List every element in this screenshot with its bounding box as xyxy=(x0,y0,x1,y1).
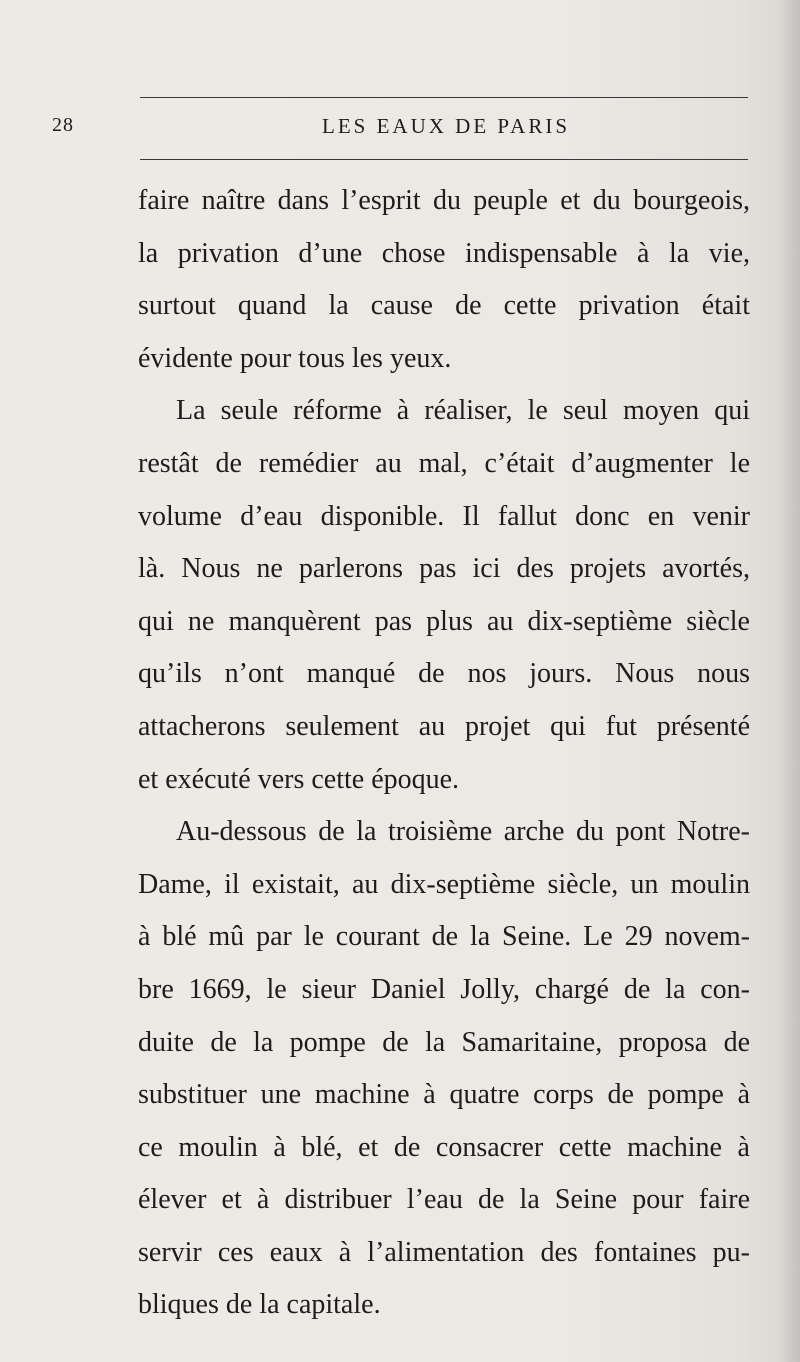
page-number: 28 xyxy=(52,114,74,136)
text-line: évidente pour tous les yeux. xyxy=(138,342,452,374)
text-line: surtout quand la cause de cette privation était xyxy=(138,290,750,322)
text-line: qu’ils n’ont manqué de nos jours. Nous nous xyxy=(138,658,750,690)
text-line: et exécuté vers cette époque. xyxy=(138,763,460,795)
text-line: la privation d’une chose indispensable à la vie, xyxy=(138,237,750,269)
text-line: là. Nous ne parlerons pas ici des projets avortés, xyxy=(138,553,750,585)
text-line: Au-dessous de la troisième arche du pont Notre- xyxy=(176,816,750,848)
text-line: duite de la pompe de la Samaritaine, proposa de xyxy=(138,1026,750,1058)
text-line: restât de remédier au mal, c’était d’augmenter le xyxy=(138,447,750,479)
page-edge-shadow xyxy=(778,0,800,1362)
text-line: substituer une machine à quatre corps de pompe à xyxy=(138,1079,750,1111)
text-line: bliques de la capitale. xyxy=(138,1289,381,1321)
text-line: à blé mû par le courant de la Seine. Le 29 novem- xyxy=(138,921,750,953)
running-title: LES EAUX DE PARIS xyxy=(322,114,570,138)
text-line: ce moulin à blé, et de consacrer cette machine à xyxy=(138,1131,750,1163)
body-text xyxy=(138,175,750,1332)
text-line: volume d’eau disponible. Il fallut donc en venir xyxy=(138,500,750,532)
text-line: La seule réforme à réaliser, le seul moyen qui xyxy=(176,395,750,427)
text-line: servir ces eaux à l’alimentation des fontaines pu- xyxy=(138,1236,750,1268)
text-line: attacherons seulement au projet qui fut présenté xyxy=(138,710,750,742)
text-line: élever et à distribuer l’eau de la Seine pour faire xyxy=(138,1184,750,1216)
header-rule-top xyxy=(140,97,748,98)
text-line: qui ne manquèrent pas plus au dix-septième siècle xyxy=(138,605,750,637)
header-rule-bottom xyxy=(140,159,748,160)
text-line: bre 1669, le sieur Daniel Jolly, chargé de la con- xyxy=(138,973,750,1005)
text-line: Dame, il existait, au dix-septième siècle, un moulin xyxy=(138,868,750,900)
text-line: faire naître dans l’esprit du peuple et du bourgeois, xyxy=(138,185,750,216)
